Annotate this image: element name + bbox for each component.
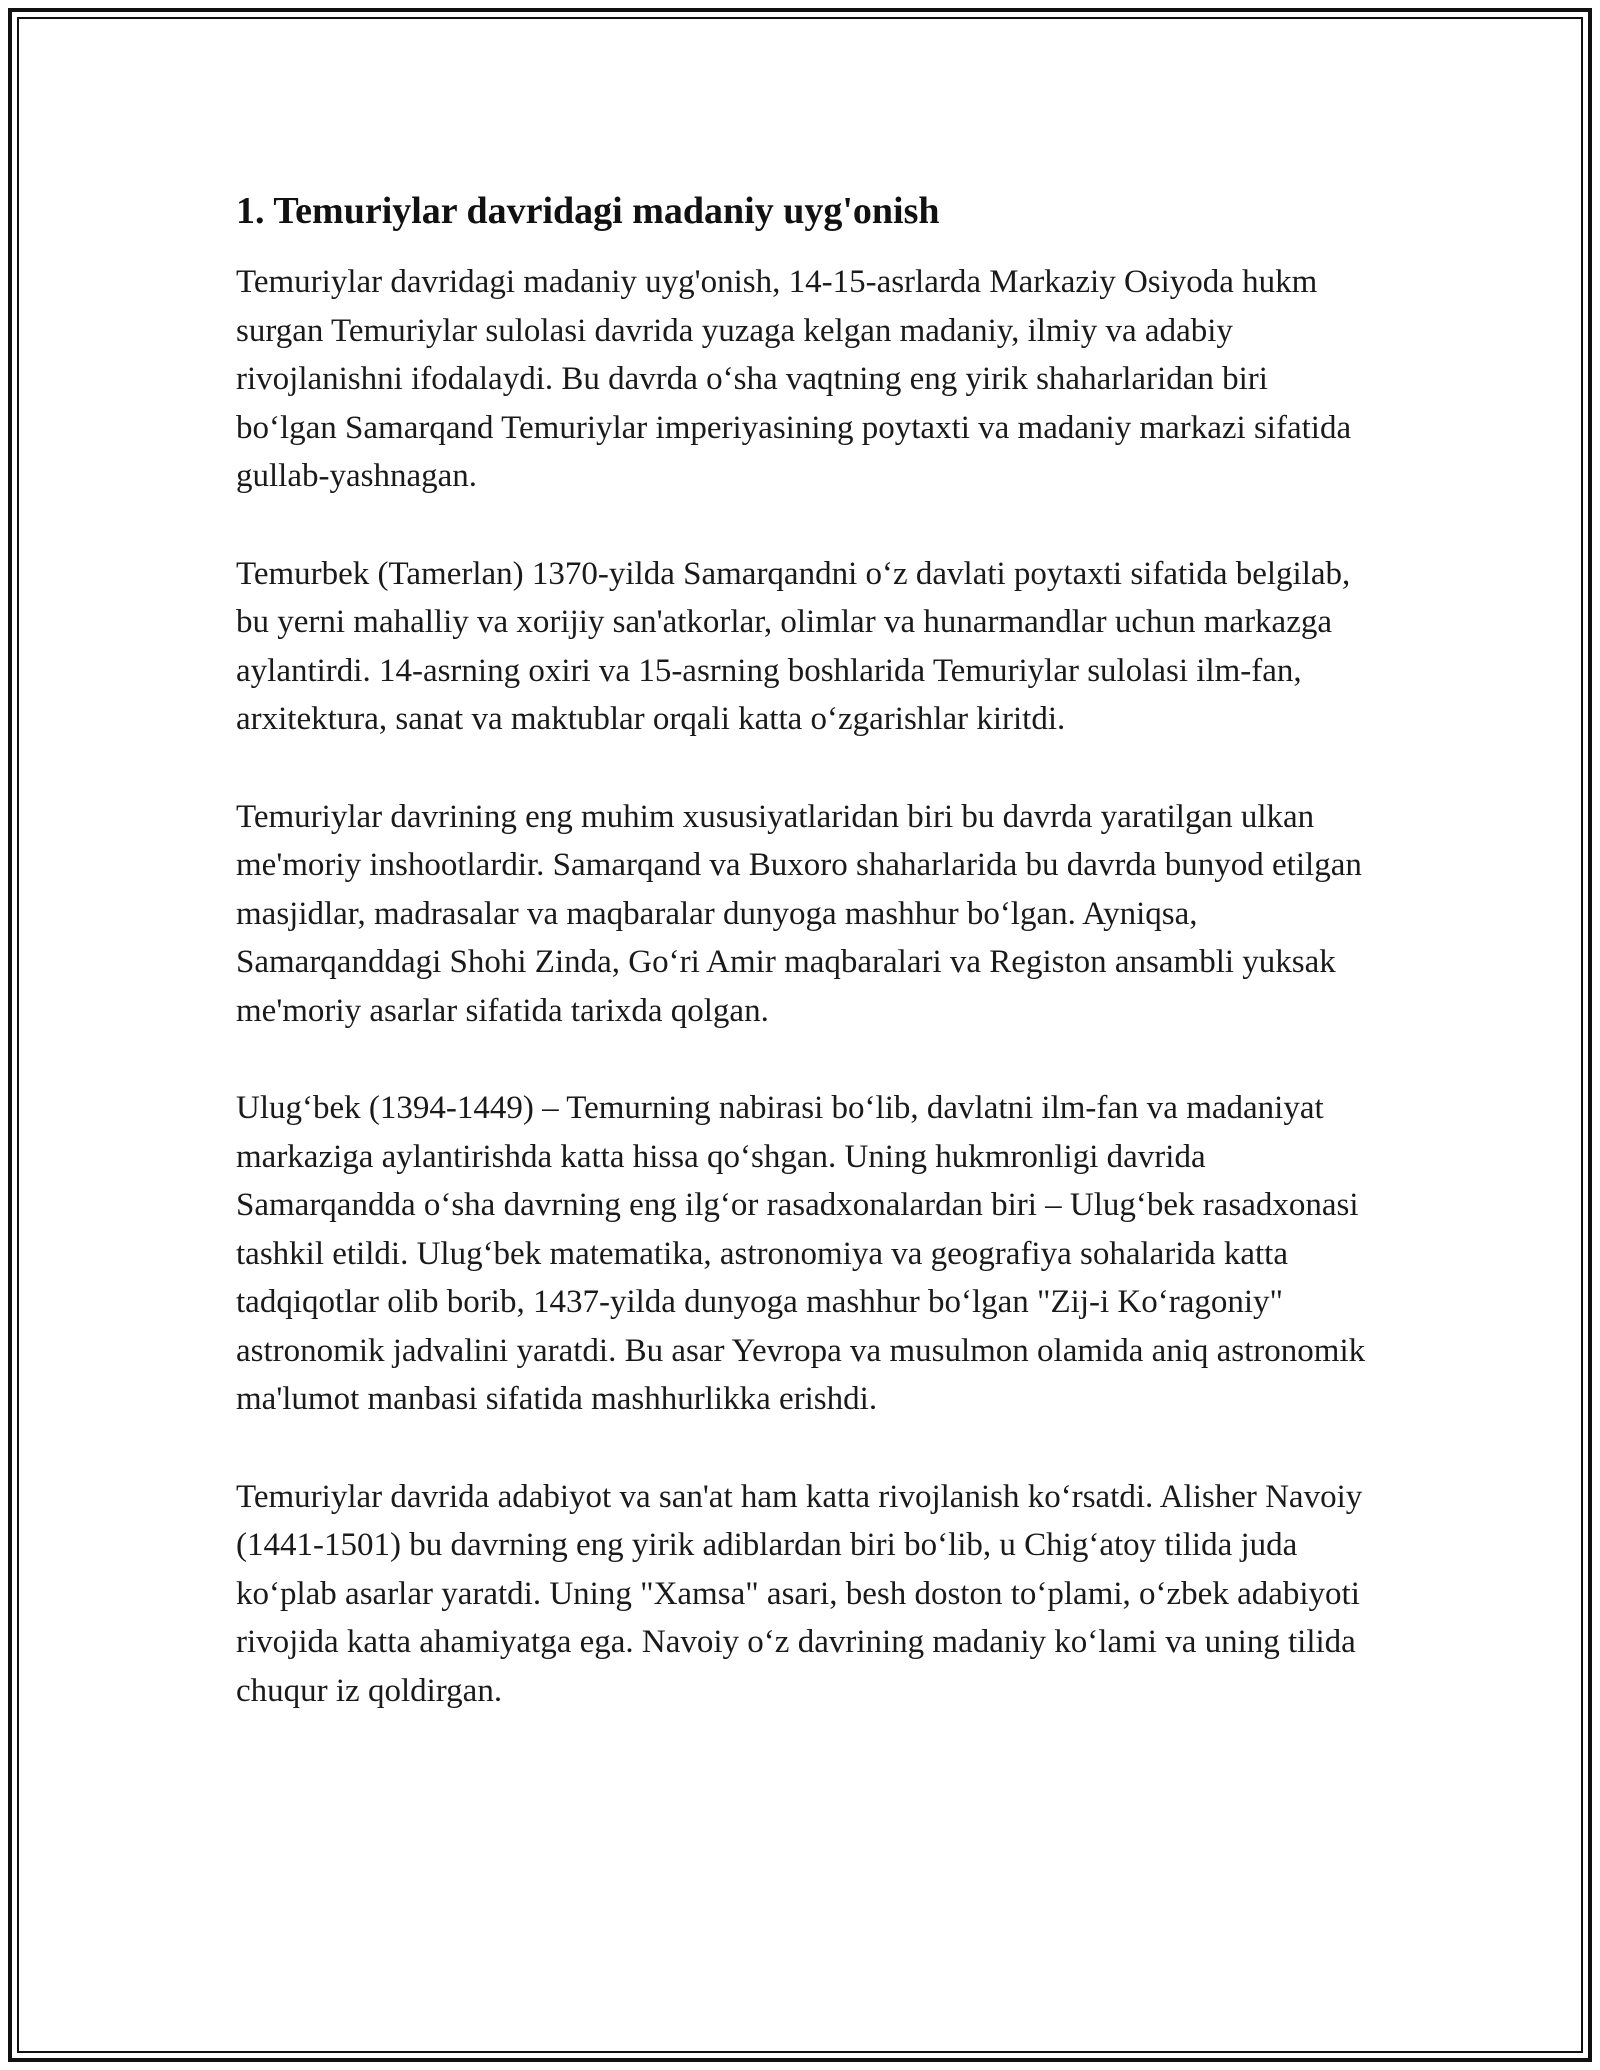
paragraph-literature: Temuriylar davrida adabiyot va san'at ham katta rivojlanish ko‘rsatdi. Alisher Navoiy (1441-1501) bu davrning eng yirik adiblardan biri bo‘lib, u Chig‘atoy tilida juda ko‘plab asarlar yaratdi. Uning "Xamsa" asari, besh doston to‘plami, o‘zbek adabiyoti rivojida katta ahamiyatga ega. Navoiy o‘z davrining madaniy ko‘lami va uning tilida chuqur iz qoldirgan. (236, 1478, 1363, 1709)
section-heading: 1. Temuriylar davridagi madaniy uyg'onish (236, 190, 940, 232)
paragraph-intro: Temuriylar davridagi madaniy uyg'onish, 14-15-asrlarda Markaziy Osiyoda hukm surgan Temuriylar sulolasi davrida yuzaga kelgan madaniy, ilmiy va adabiy rivojlanishni ifodalaydi. Bu davrda o‘sha vaqtning eng yirik shaharlaridan biri bo‘lgan Samarqand Temuriylar imperiyasining poytaxti va madaniy markazi sifatida gullab-yashnagan. (236, 264, 1352, 494)
document-body (236, 186, 1376, 1764)
paragraph-ulugbek: Ulug‘bek (1394-1449) – Temurning nabirasi bo‘lib, davlatni ilm-fan va madaniyat markaziga aylantirishda katta hissa qo‘shgan. Uning hukmronligi davrida Samarqandda o‘sha davrning eng ilg‘or rasadxonalardan biri – Ulug‘bek rasadxonasi tashkil etildi. Ulug‘bek matematika, astronomiya va geografiya sohalarida katta tadqiqotlar olib borib, 1437-yilda dunyoga mashhur bo‘lgan "Zij-i Ko‘ragoniy" astronomik jadvalini yaratdi. Bu asar Yevropa va musulmon olamida aniq astronomik ma'lumot manbasi sifatida mashhurlikka erishdi. (236, 1090, 1366, 1417)
paragraph-architecture: Temuriylar davrining eng muhim xususiyatlaridan biri bu davrda yaratilgan ulkan me'moriy inshootlardir. Samarqand va Buxoro shaharlarida bu davrda bunyod etilgan masjidlar, madrasalar va maqbaralar dunyoga mashhur bo‘lgan. Ayniqsa, Samarqanddagi Shohi Zinda, Go‘ri Amir maqbaralari va Registon ansambli yuksak me'moriy asarlar sifatida tarixda qolgan. (236, 798, 1362, 1029)
paragraph-temurbek: Temurbek (Tamerlan) 1370-yilda Samarqandni o‘z davlati poytaxti sifatida belgilab, bu yerni mahalliy va xorijiy san'atkorlar, olimlar va hunarmandlar uchun markazga aylantirdi. 14-asrning oxiri va 15-asrning boshlarida Temuriylar sulolasi ilm-fan, arxitektura, sanat va maktublar orqali katta o‘zgarishlar kiritdi. (236, 555, 1351, 737)
